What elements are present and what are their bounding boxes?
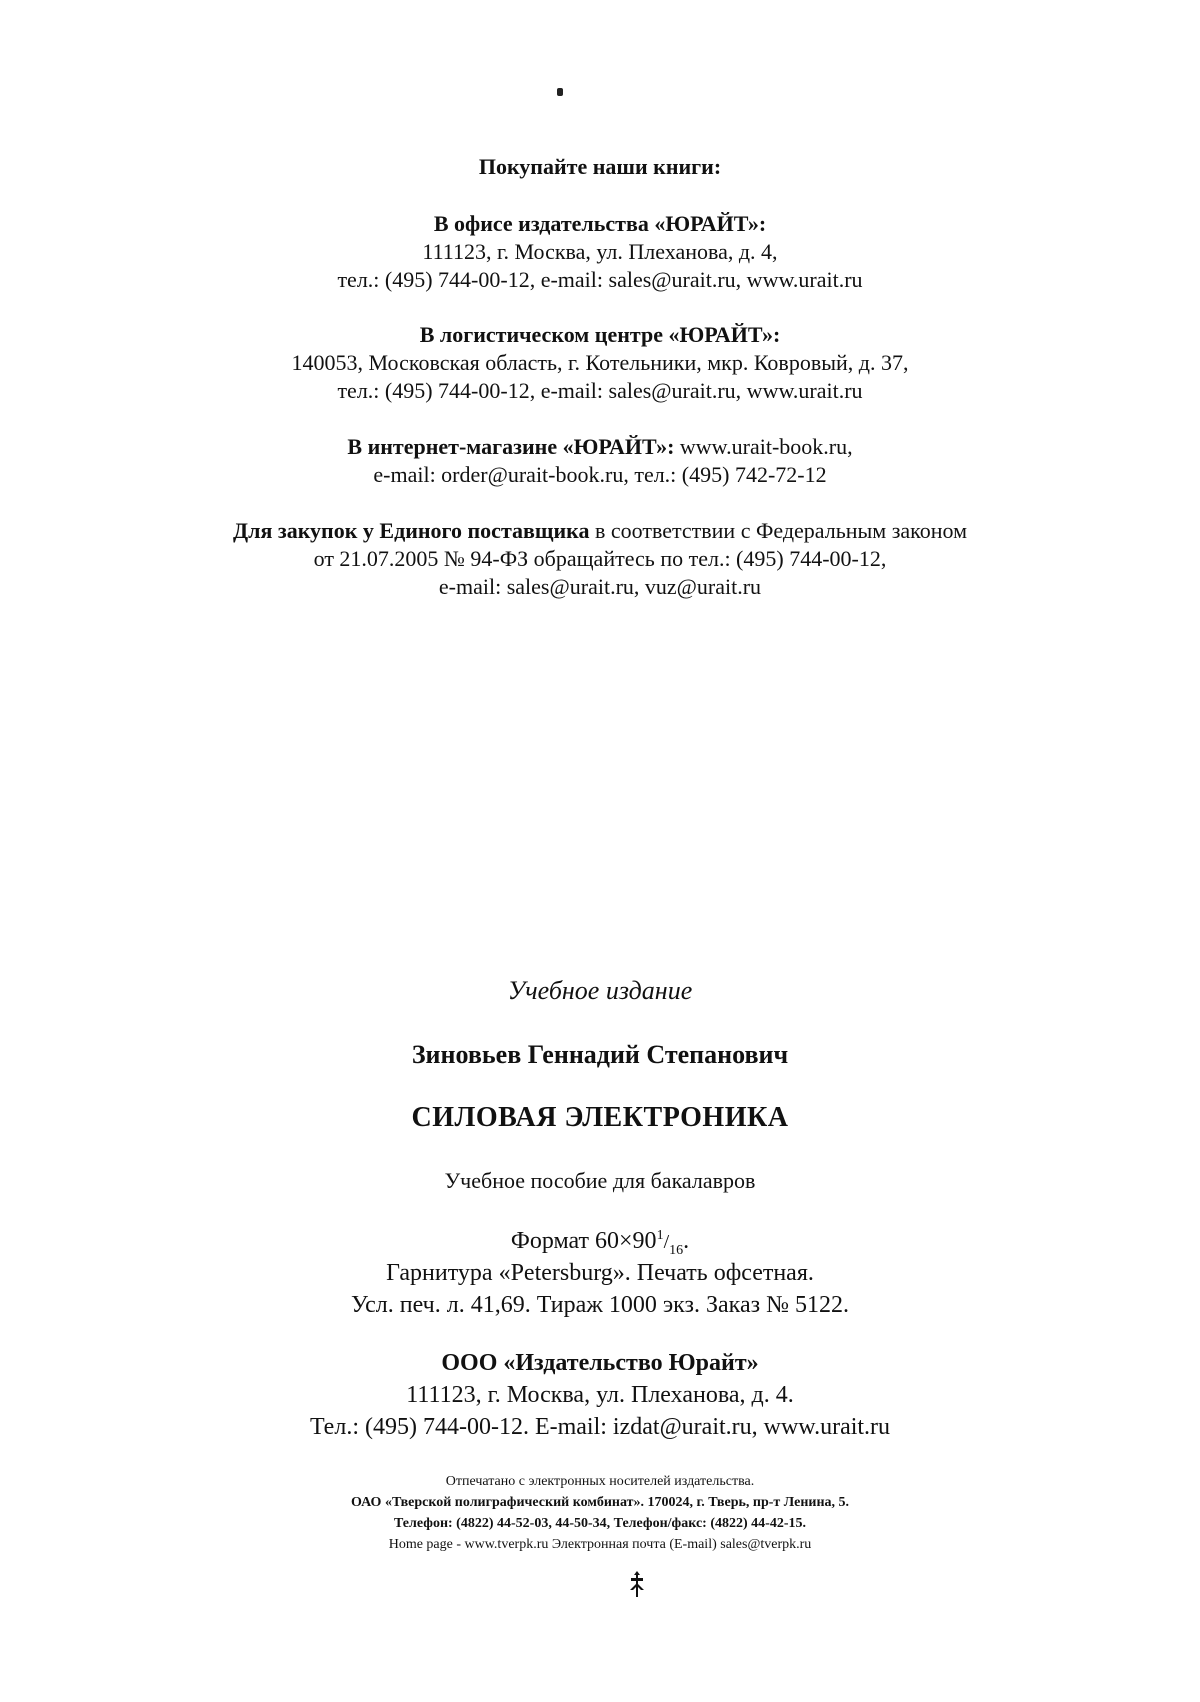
format-numerator: 1 bbox=[656, 1228, 664, 1243]
online-title: В интернет-магазине «ЮРАЙТ»: bbox=[347, 434, 675, 459]
format-prefix: Формат 60×90 bbox=[510, 1228, 657, 1254]
print-info-line: Усл. печ. л. 41,69. Тираж 1000 экз. Заказ № 5122. bbox=[351, 1292, 849, 1318]
logistics-address: 140053, Московская область, г. Котельники, мкр. Ковровый, д. 37, bbox=[291, 350, 909, 375]
online-url: www.urait-book.ru, bbox=[674, 434, 853, 459]
procurement-text1: в соответствии с Федеральным законом bbox=[589, 518, 968, 543]
publisher-address: 111123, г. Москва, ул. Плеханова, д. 4. bbox=[406, 1382, 794, 1408]
printer-line2: ОАО «Тверской полиграфический комбинат». 170024, г. Тверь, пр-т Ленина, 5. bbox=[350, 1495, 850, 1510]
printer-line3: Телефон: (4822) 44-52-03, 44-50-34, Телефон/факс: (4822) 44-42-15. bbox=[394, 1516, 806, 1531]
logistics-title: В логистическом центре «ЮРАЙТ»: bbox=[419, 322, 781, 347]
office-contacts: тел.: (495) 744-00-12, e-mail: sales@urait.ru, www.urait.ru bbox=[337, 267, 863, 292]
procurement-line bbox=[0, 518, 1200, 544]
office-address: 111123, г. Москва, ул. Плеханова, д. 4, bbox=[422, 239, 778, 264]
printer-line4: Home page - www.tverpk.ru Электронная почта (E-mail) sales@tverpk.ru bbox=[388, 1537, 812, 1552]
format-suffix: . bbox=[683, 1228, 690, 1254]
procurement-text3: e-mail: sales@urait.ru, vuz@urait.ru bbox=[438, 574, 762, 599]
book-subtitle: Учебное пособие для бакалавров bbox=[444, 1168, 756, 1193]
online-store-line bbox=[0, 434, 1200, 460]
scan-dot bbox=[557, 88, 563, 96]
printer-line1: Отпечатано с электронных носителей издательства. bbox=[445, 1474, 755, 1489]
logistics-contacts: тел.: (495) 744-00-12, e-mail: sales@urait.ru, www.urait.ru bbox=[337, 378, 863, 403]
procurement-text2: от 21.07.2005 № 94-ФЗ обращайтесь по тел.: (495) 744-00-12, bbox=[313, 546, 887, 571]
printer-emblem-icon bbox=[627, 1570, 647, 1598]
typeface-line: Гарнитура «Petersburg». Печать офсетная. bbox=[386, 1260, 814, 1286]
format-denominator: 16 bbox=[669, 1242, 684, 1258]
online-contacts: e-mail: order@urait-book.ru, тел.: (495) 742-72-12 bbox=[373, 462, 827, 487]
publisher-contacts: Тел.: (495) 744-00-12. E-mail: izdat@urait.ru, www.urait.ru bbox=[309, 1414, 891, 1440]
office-title: В офисе издательства «ЮРАЙТ»: bbox=[433, 211, 767, 236]
publisher-name: ООО «Издательство Юрайт» bbox=[441, 1350, 759, 1376]
edition-type: Учебное издание bbox=[507, 976, 693, 1005]
author: Зиновьев Геннадий Степанович bbox=[411, 1040, 789, 1069]
procurement-title: Для закупок у Единого поставщика bbox=[232, 518, 590, 543]
buy-heading: Покупайте наши книги: bbox=[478, 154, 722, 179]
format-line: Формат $60\times 90^1/_{16}$. bbox=[510, 1228, 690, 1258]
book-title: СИЛОВАЯ ЭЛЕКТРОНИКА bbox=[411, 1102, 789, 1133]
